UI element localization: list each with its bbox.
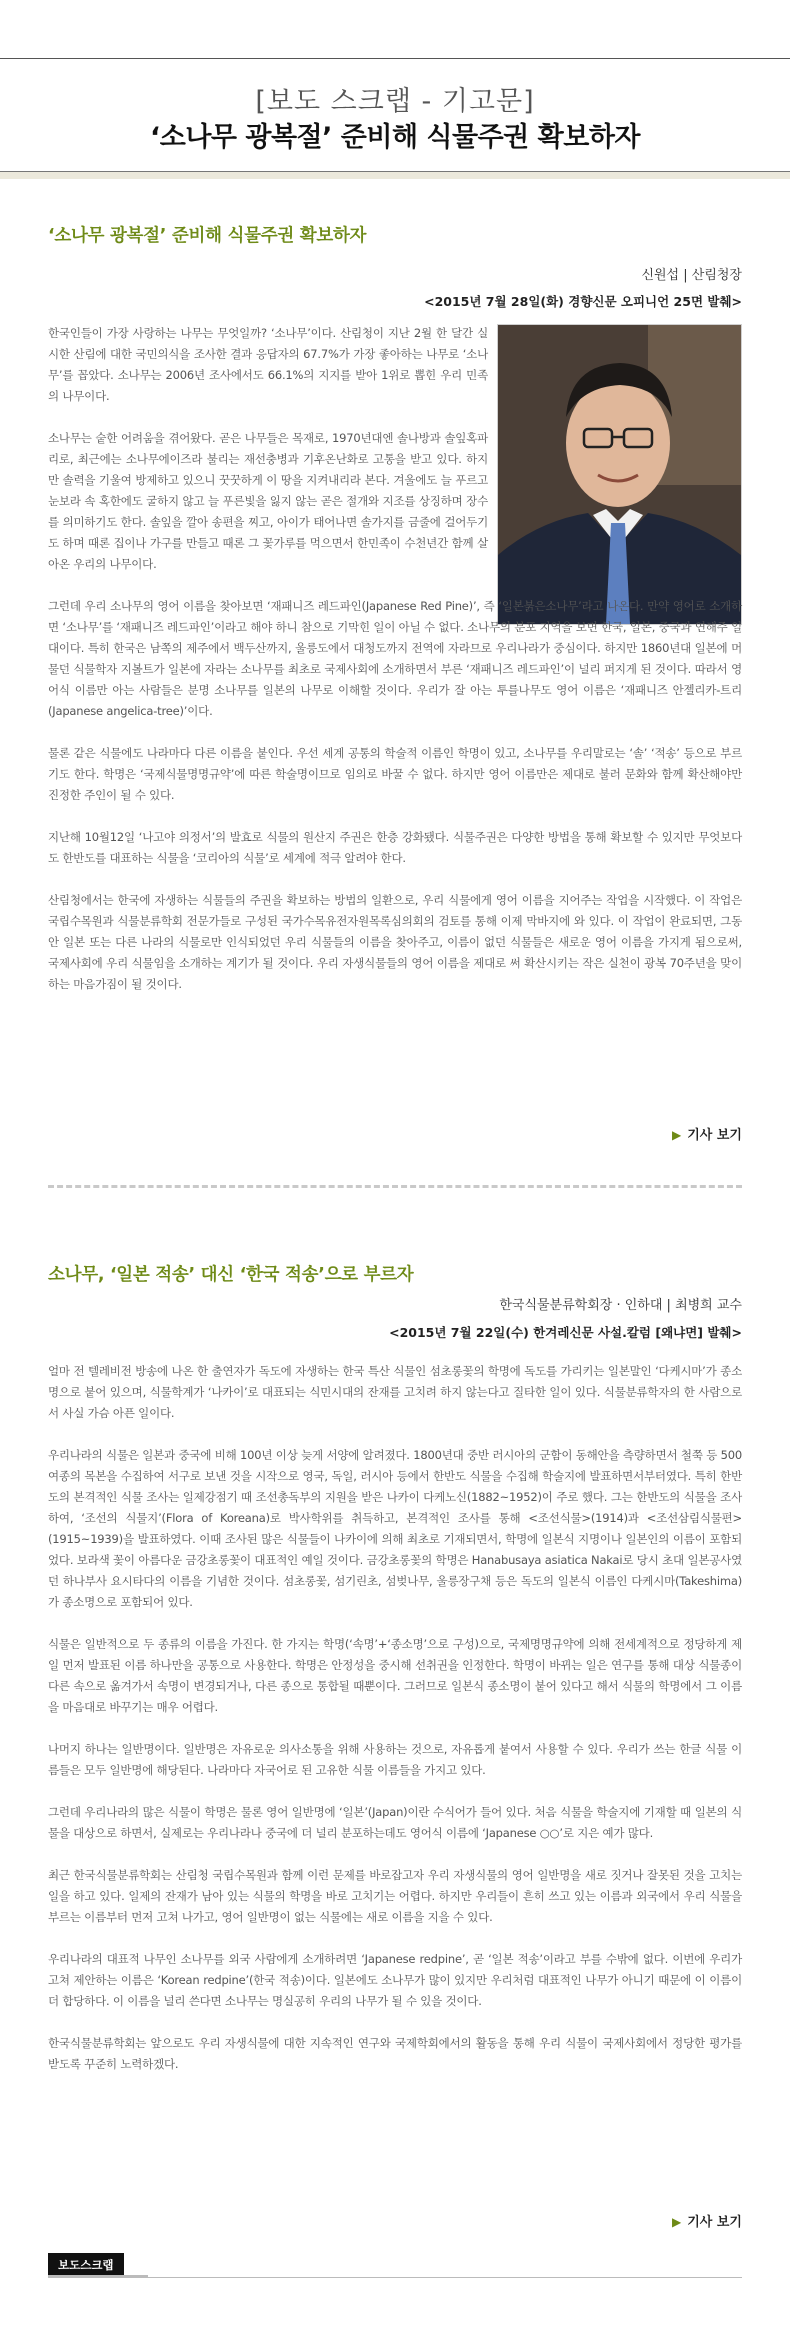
header-kicker: [보도 스크랩 - 기고문] xyxy=(255,86,535,117)
footer-rule xyxy=(48,2277,742,2278)
article-2-title-text: 소나무, ‘일본 적송’ 대신 ‘한국 적송’으로 부르자 xyxy=(48,1265,414,1285)
page-title: ‘소나무 광복절’ 준비해 식물주권 확보하자 xyxy=(149,122,640,153)
article-1-title-text: ‘소나무 광복절’ 준비해 식물주권 확보하자 xyxy=(48,226,367,246)
press-scrap-badge: 보도스크랩 xyxy=(48,2253,124,2277)
read-more-label: 기사 보기 xyxy=(687,1128,742,1143)
article-2-title xyxy=(48,1261,742,1286)
article-2-source: <2015년 7월 22일(수) 한겨레신문 사설.칼럼 [왜냐면] 발췌> xyxy=(389,1325,742,1340)
article-2-paragraph: 한국식물분류학회는 앞으로도 우리 자생식물에 대한 지속적인 연구와 국제학회에서의 활동을 통해 우리 식물이 국제사회에서 정당한 평가를 받도록 꾸준히 노력하겠다. xyxy=(48,2036,742,2071)
article-1-paragraph: 한국인들이 가장 사랑하는 나무는 무엇일까? ‘소나무’이다. 산림청이 지난 2월 한 달간 실시한 산림에 대한 국민의식을 조사한 결과 응답자의 67.7%가 가장 좋아하는 나무로 ‘소나무’를 꼽았다. 소나무는 2006년 조사에서도 66.1%의 지지를 받아 1위로 뽑힌 우리 민족의 나무이다. xyxy=(48,326,488,403)
article-2-paragraph: 그런데 우리나라의 많은 식물이 학명은 물론 영어 일반명에 ‘일본’(Japan)이란 수식어가 들어 있다. 처음 식물을 학술지에 기재할 때 일본의 식물을 대상으로 하면서, 실제로는 우리나라나 중국에 더 널리 분포하는데도 영어식 이름에 ‘Japanese ○○’로 지은 예가 많다. xyxy=(48,1805,742,1840)
play-arrow-icon: ▶ xyxy=(672,1128,682,1142)
header-band xyxy=(0,172,790,179)
article-2-paragraph: 최근 한국식물분류학회는 산림청 국립수목원과 함께 이런 문제를 바로잡고자 우리 자생식물의 영어 일반명을 새로 짓거나 잘못된 것을 고치는 일을 하고 있다. 일제의 잔재가 남아 있는 식물의 학명을 바로 고치기는 어렵다. 하지만 우리들이 흔히 쓰고 있는 이름과 외국에서 우리 식물을 부르는 이름부터 먼저 고쳐 나가고, 영어 일반명이 없는 식물에는 새로 이름을 지을 수 있다. xyxy=(48,1868,742,1924)
article-1-paragraph: 물론 같은 식물에도 나라마다 다른 이름을 붙인다. 우선 세계 공통의 학술적 이름인 학명이 있고, 소나무를 우리말로는 ‘솔’ ‘적송’ 등으로 부르기도 한다. 학명은 ‘국제식물명명규약’에 따른 학술명이므로 임의로 바꿀 수 없다. 하지만 영어 이름만은 제대로 불러 문화와 함께 확산해야만 진정한 주인이 될 수 있다. xyxy=(48,746,742,802)
page-header xyxy=(0,59,790,171)
article-1-paragraph: 지난해 10월12일 ‘나고야 의정서’의 발효로 식물의 원산지 주권은 한층 강화됐다. 식물주권은 다양한 방법을 통해 확보할 수 있지만 무엇보다도 한반도를 대표하는 식물을 ‘코리아의 식물’로 세계에 적극 알려야 한다. xyxy=(48,830,742,865)
article-1-body xyxy=(48,323,742,1016)
article-1-paragraph: 산림청에서는 한국에 자생하는 식물들의 주권을 확보하는 방법의 일환으로, 우리 식물에게 영어 이름을 지어주는 작업을 시작했다. 이 작업은 국립수목원과 식물분류학회 전문가들로 구성된 국가수목유전자원목록심의회의 검토를 통해 이제 막바지에 와 있다. 이 작업이 완료되면, 그동안 일본 또는 다른 나라의 식물로만 인식되었던 우리 식물들의 이름을 찾아주고, 이름이 없던 식물들은 새로운 영어 이름을 가지게 됨으로써, 국제사회에 우리 식물임을 소개하는 계기가 될 것이다. 우리 자생식물들의 영어 이름을 제대로 써 확산시키는 작은 실천이 광복 70주년을 맞이하는 마음가짐이 될 것이다. xyxy=(48,893,742,991)
article-1-title xyxy=(48,222,742,247)
read-more-label: 기사 보기 xyxy=(687,2215,742,2230)
section-divider xyxy=(48,1185,742,1188)
article-2-body xyxy=(48,1361,742,2096)
article-2-author: 한국식물분류학회장 · 인하대 | 최병희 교수 xyxy=(499,1298,742,1313)
article-2-paragraph: 우리나라의 식물은 일본과 중국에 비해 100년 이상 늦게 서양에 알려졌다. 1800년대 중반 러시아의 군함이 동해안을 측량하면서 철쭉 등 500여종의 목본을 수집하여 서구로 보낸 것을 시작으로 영국, 독일, 러시아 등에서 한반도 식물을 수집해 학술지에 발표하면서부터였다. 특히 한반도의 본격적인 식물 조사는 일제강점기 때 조선총독부의 지원을 받은 나카이 다케노신(1882~1952)이 주로 했다. 그는 한반도의 식물을 조사하여, ‘조선의 식물지’(Flora of Koreana)로 박사학위를 취득하고, 본격적인 조사를 통해 <조선식물>(1914)과 <조선삼림식물편>(1915~1939)을 발표하였다. 이때 조사된 많은 식물들이 나카이에 의해 최초로 기재되면서, 학명에 일본식 지명이나 일본인의 이름이 포함되었다. 보라색 꽃이 아름다운 금강초롱꽃이 대표적인 예일 것이다. 금강초롱꽃의 학명은 Hanabusaya asiatica Nakai로 당시 초대 일본공사였던 하나부사 요시타다의 이름을 기념한 것이다. 섬초롱꽃, 섬기린초, 섬벚나무, 울릉장구채 등은 독도의 일본식 이름인 다케시마(Takeshima)가 종소명으로 포함되어 있다. xyxy=(48,1448,742,1609)
article-2-paragraph: 얼마 전 텔레비전 방송에 나온 한 출연자가 독도에 자생하는 한국 특산 식물인 섬초롱꽃의 학명에 독도를 가리키는 일본말인 ‘다케시마’가 종소명으로 붙어 있으며, 식물학계가 ‘나카이’로 대표되는 식민시대의 잔재를 고치려 하지 않는다고 질타한 일이 있다. 식물분류학자의 한 사람으로서 사실 가슴 아픈 일이다. xyxy=(48,1364,742,1420)
article-1-source: <2015년 7월 28일(화) 경향신문 오피니언 25면 발췌> xyxy=(424,294,742,309)
play-arrow-icon: ▶ xyxy=(672,2215,682,2229)
article-2-paragraph: 우리나라의 대표적 나무인 소나무를 외국 사람에게 소개하려면 ‘Japanese redpine’, 곧 ‘일본 적송’이라고 부를 수밖에 없다. 이번에 우리가 고쳐 제안하는 이름은 ‘Korean redpine’(한국 적송)이다. 일본에도 소나무가 많이 있지만 우리처럼 대표적인 나무가 아니기 때문에 이 이름이 더 합당하다. 이 이름을 널리 쓴다면 소나무는 명실공히 우리의 나무가 될 수 있을 것이다. xyxy=(48,1952,742,2008)
article-2-paragraph: 식물은 일반적으로 두 종류의 이름을 가진다. 한 가지는 학명(‘속명’+‘종소명’으로 구성)으로, 국제명명규약에 의해 전세계적으로 정당하게 제일 먼저 발표된 이름 하나만을 공통으로 사용한다. 학명은 안정성을 중시해 선취권을 인정한다. 학명이 바뀌는 일은 연구를 통해 대상 식물종이 다른 속으로 옮겨가서 속명이 변경되거나, 다른 종으로 통합될 때뿐이다. 그러므로 일본식 종소명이 붙어 있다고 해서 식물의 학명에서 그 이름을 마음대로 바꾸기는 매우 어렵다. xyxy=(48,1637,742,1714)
article-2-read-more-link[interactable] xyxy=(672,2211,742,2230)
article-1-author: 신원섭 | 산림청장 xyxy=(641,268,742,283)
article-2-paragraph: 나머지 하나는 일반명이다. 일반명은 자유로운 의사소통을 위해 사용하는 것으로, 자유롭게 붙여서 사용할 수 있다. 우리가 쓰는 한글 식물 이름들은 모두 일반명에 해당된다. 나라마다 자국어로 된 고유한 식물 이름들을 가지고 있다. xyxy=(48,1742,742,1777)
article-1-paragraph: 그런데 우리 소나무의 영어 이름을 찾아보면 ‘재패니즈 레드파인(Japanese Red Pine)’, 즉 ‘일본붉은소나무’라고 나온다. 만약 영어로 소개하면 ‘소나무’를 ‘재패니즈 레드파인’이라고 해야 하니 참으로 기막힌 일이 아닐 수 없다. 소나무의 분포 지역을 보면 한국, 일본, 중국과 연해주 일대이다. 특히 한국은 남쪽의 제주에서 백두산까지, 울릉도에서 대청도까지 전역에 자라므로 우리나라가 중심이다. 하지만 1860년대 일본에 머물던 식물학자 지볼트가 일본에 자라는 소나무를 최초로 국제사회에 소개하면서 부른 ‘재패니즈 레드파인’이 널리 퍼지게 된 것이다. 따라서 영어식 이름만 아는 사람들은 분명 소나무를 일본의 나무로 이해할 것이다. 우리가 잘 아는 투를나무도 영어 이름은 ‘재패니즈 안젤리카-트리(Japanese angelica-tree)’이다. xyxy=(48,599,742,718)
article-1-paragraph: 소나무는 숱한 어려움을 겪어왔다. 곧은 나무들은 목재로, 1970년대엔 솔나방과 솔잎혹파리로, 최근에는 소나무에이즈라 불리는 재선충병과 기후온난화로 고통을 받고 있다. 하지만 솔력을 기울여 방제하고 있으니 꿋꿋하게 이 땅을 지켜내리라 본다. 겨울에도 늘 푸르고 눈보라 속 혹한에도 굴하지 않고 늘 푸른빛을 잃지 않는 곧은 절개와 지조를 상징하며 장수를 의미하기도 한다. 솔잎을 깔아 송편을 찌고, 아이가 태어나면 솔가지를 금줄에 걸어두기도 하며 때론 집이나 가구를 만들고 때론 그 꽃가루를 먹으면서 한민족이 수천년간 함께 살아온 우리의 나무이다. xyxy=(48,431,488,571)
article-1-read-more-link[interactable] xyxy=(672,1124,742,1143)
footer-accent-rule xyxy=(48,2275,148,2278)
